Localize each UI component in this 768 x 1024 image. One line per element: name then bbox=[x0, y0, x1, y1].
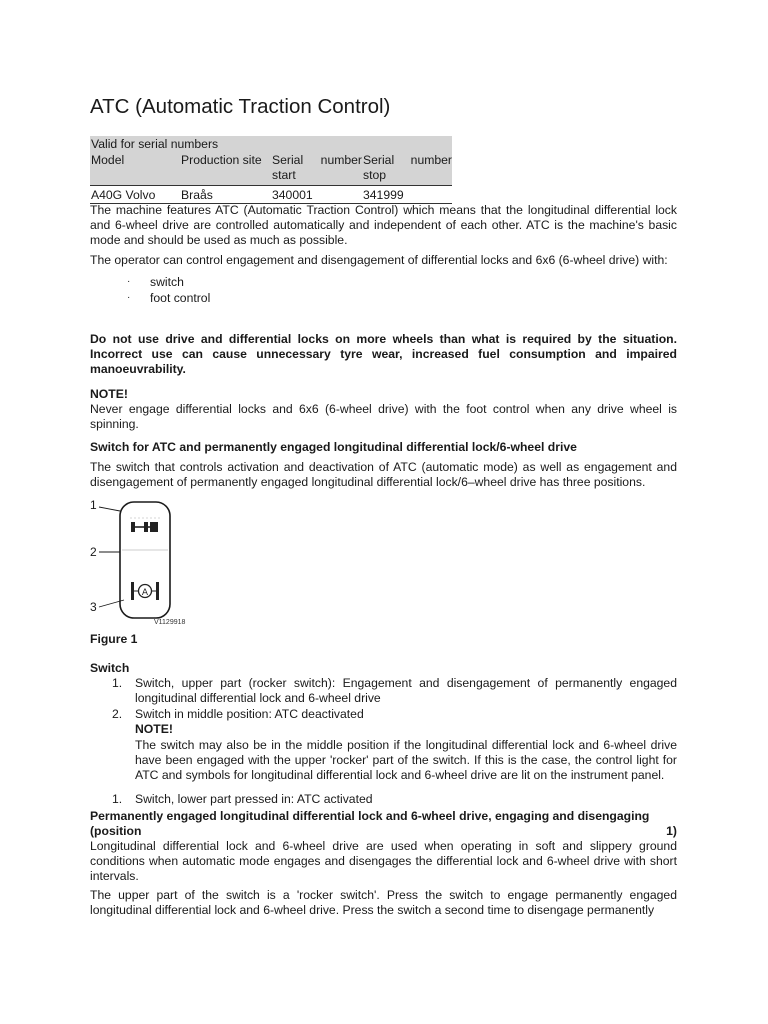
bullet-mark: · bbox=[127, 276, 131, 287]
list-item-text: Switch, lower part pressed in: ATC activated bbox=[135, 792, 373, 806]
body-paragraph: Longitudinal differential lock and 6-wheel drive are used when operating in soft and slippery ground conditions when automatic mode engages and disengages the differential lock and 6-wheel drive with short intervals. bbox=[90, 839, 677, 883]
cell-site: Braås bbox=[180, 186, 271, 204]
list-item: · switch bbox=[127, 275, 184, 289]
note-heading: NOTE! bbox=[135, 722, 173, 736]
col-serial-stop bbox=[362, 153, 452, 186]
list-number: 2. bbox=[112, 707, 123, 721]
rocker-switch-diagram bbox=[86, 494, 206, 630]
col-serial-stop-word1: Serial bbox=[363, 153, 395, 167]
col-serial-start bbox=[271, 153, 362, 186]
table-row bbox=[90, 186, 452, 204]
note-text: Never engage differential locks and 6x6 (6-wheel drive) with the foot control when any drive wheel is spinning. bbox=[90, 402, 677, 431]
switch-label: Switch bbox=[90, 661, 130, 675]
callout-2: 2 bbox=[90, 545, 97, 559]
section-heading: Switch for ATC and permanently engaged longitudinal differential lock/6-wheel drive bbox=[90, 440, 577, 454]
col-production-site: Production site bbox=[180, 153, 271, 186]
col-model: Model bbox=[90, 153, 180, 186]
col-serial-stop-word3: stop bbox=[363, 168, 387, 182]
cell-stop: 341999 bbox=[362, 186, 452, 204]
col-serial-stop-word2: number bbox=[410, 153, 452, 167]
cell-model: A40G Volvo bbox=[90, 186, 180, 204]
operator-paragraph: The operator can control engagement and disengagement of differential locks and 6x6 (6-wheel drive) with: bbox=[90, 253, 668, 267]
svg-text:A: A bbox=[141, 588, 149, 598]
callout-3: 3 bbox=[90, 600, 97, 614]
switch-figure bbox=[86, 494, 206, 630]
bullet-mark: · bbox=[127, 292, 131, 303]
switch-description: The switch that controls activation and deactivation of ATC (automatic mode) as well as engagement and disengagement of permanently engaged longitudinal differential lock/6–wheel drive has three positions. bbox=[90, 460, 677, 489]
body-paragraph: The upper part of the switch is a 'rocker switch'. Press the switch to engage permanently engaged longitudinal differential lock and 6-wheel drive. Press the switch a second time to disengage permanently bbox=[90, 888, 677, 917]
callout-1: 1 bbox=[90, 498, 97, 512]
section-heading-line2 bbox=[90, 824, 677, 839]
figure-caption: Figure 1 bbox=[90, 632, 138, 646]
control-list bbox=[127, 274, 210, 306]
figure-code: V1129918 bbox=[154, 619, 186, 626]
section-heading-number: 1) bbox=[666, 824, 677, 838]
col-serial-start-word3: start bbox=[272, 168, 296, 182]
list-item-text: Switch in middle position: ATC deactivated bbox=[135, 707, 364, 721]
section-heading: Permanently engaged longitudinal differential lock and 6-wheel drive, engaging and disengaging bbox=[90, 809, 650, 823]
list-item: · foot control bbox=[127, 291, 211, 305]
section-heading-position: (position bbox=[90, 824, 142, 838]
list-number: 1. bbox=[112, 676, 123, 690]
list-number: 1. bbox=[112, 792, 123, 806]
serial-table bbox=[90, 136, 452, 204]
warning-paragraph: Do not use drive and differential locks on more wheels than what is required by the situation. Incorrect use can cause unnecessary tyre wear, increased fuel consumption and impaired manoeuvrability. bbox=[90, 332, 677, 376]
serial-table-caption: Valid for serial numbers bbox=[90, 136, 452, 153]
note-heading: NOTE! bbox=[90, 387, 128, 401]
cell-start: 340001 bbox=[271, 186, 362, 204]
col-serial-start-word2: number bbox=[320, 153, 362, 167]
list-item-text: Switch, upper part (rocker switch): Engagement and disengagement of permanently engaged longitudinal differential lock and 6-wheel drive bbox=[135, 676, 677, 705]
note-text: The switch may also be in the middle position if the longitudinal differential lock and 6-wheel drive have been engaged with the upper 'rocker' part of the switch. If this is the case, the control light for ATC and symbols for longitudinal differential lock and 6-wheel drive are lit on the instrument panel. bbox=[135, 738, 677, 782]
intro-paragraph: The machine features ATC (Automatic Traction Control) which means that the longitudinal differential lock and 6-wheel drive are controlled automatically and independent of each other. ATC is the machine's basic mode and should be used as much as possible. bbox=[90, 203, 677, 247]
page-title: ATC (Automatic Traction Control) bbox=[90, 95, 391, 118]
col-serial-start-word1: Serial bbox=[272, 153, 304, 167]
